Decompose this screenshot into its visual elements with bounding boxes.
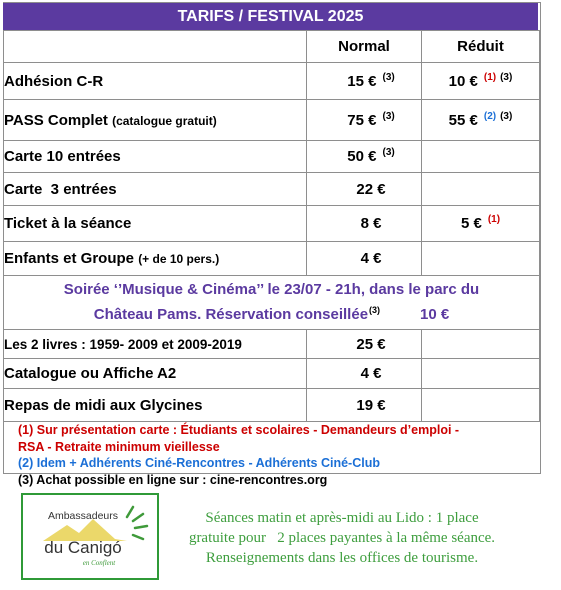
- soiree-line1: Soirée ‘’Musique & Cinéma’’ le 23/07 - 21h, dans le parc du: [63, 280, 480, 298]
- normal-price: 25 €: [307, 330, 422, 359]
- column-header-reduit: Réduit: [422, 31, 540, 63]
- row-label: Adhésion C-R: [4, 63, 307, 100]
- row-label: Carte 10 entrées: [4, 141, 307, 173]
- table-row: [4, 359, 540, 389]
- note-2: (2) Idem + Adhérents Ciné-Rencontres - Adhérents Ciné-Club: [18, 456, 380, 470]
- table-row: [4, 100, 540, 141]
- normal-price: 22 €: [307, 173, 422, 206]
- reduit-price: [422, 173, 540, 206]
- info-line2: gratuite pour 2 places payantes à la même séance.: [188, 530, 496, 546]
- price-table: [3, 30, 540, 422]
- sun-rays-icon: [127, 507, 147, 539]
- reduit-price: [422, 359, 540, 389]
- page-title: TARIFS / FESTIVAL 2025: [3, 3, 538, 30]
- row-label: Ticket à la séance: [4, 206, 307, 242]
- soiree-price: 10 €: [420, 305, 450, 323]
- reduit-price: 5 € $^{(1)}$: [422, 206, 540, 242]
- reduit-price: [422, 330, 540, 359]
- logo-text-line1: Ambassadeurs: [47, 510, 119, 522]
- row-label: PASS Complet (catalogue gratuit): [4, 100, 307, 141]
- header-empty-cell: [4, 31, 307, 63]
- row-label: Catalogue ou Affiche A2: [4, 359, 307, 389]
- footnotes: [18, 422, 459, 488]
- normal-price: 4 €: [307, 242, 422, 276]
- table-header-row: [4, 31, 540, 63]
- info-line1: Séances matin et après-midi au Lido : 1 place: [205, 510, 479, 526]
- normal-price: 8 €: [307, 206, 422, 242]
- normal-price: 4 €: [307, 359, 422, 389]
- reduit-price: [422, 389, 540, 422]
- soiree-line2: Château Pams. Réservation conseillée$^{(3)}$ 10 €: [93, 304, 450, 323]
- reduit-price: [422, 242, 540, 276]
- row-label: Repas de midi aux Glycines: [4, 389, 307, 422]
- table-row: [4, 206, 540, 242]
- note-1-line1: (1) Sur présentation carte : Étudiants et scolaires - Demandeurs d’emploi -: [18, 423, 460, 437]
- ambassadeurs-logo-graphic: [23, 495, 157, 578]
- table-row: [4, 173, 540, 206]
- soiree-cell: [4, 276, 540, 330]
- logo-text-line2: du Canigó: [44, 538, 122, 557]
- table-row: [4, 330, 540, 359]
- table-row: [4, 242, 540, 276]
- soiree-row: [4, 276, 540, 330]
- reduit-price: [422, 141, 540, 173]
- note-1-line2: RSA - Retraite minimum vieillesse: [18, 439, 220, 454]
- normal-price: 75 € $^{(3)}$: [307, 100, 422, 141]
- note-3: (3) Achat possible en ligne sur : cine-rencontres.org: [18, 472, 328, 487]
- logo-text-line3: en Conflent: [82, 559, 116, 567]
- normal-price: 15 € $^{(3)}$: [307, 63, 422, 100]
- table-row: [4, 389, 540, 422]
- row-label: Les 2 livres : 1959- 2009 et 2009-2019: [4, 330, 307, 359]
- row-label: Enfants et Groupe (+ de 10 pers.): [4, 242, 307, 276]
- normal-price: 50 € $^{(3)}$: [307, 141, 422, 173]
- table-row: [4, 141, 540, 173]
- normal-price: 19 €: [307, 389, 422, 422]
- reduit-price: 10 € $^{(1)}$ $^{(3)}$: [422, 63, 540, 100]
- ambassadeurs-logo: [21, 493, 159, 580]
- column-header-normal: Normal: [307, 31, 422, 63]
- row-label: Carte 3 entrées: [4, 173, 307, 206]
- info-line3: Renseignements dans les offices de tourisme.: [205, 550, 479, 566]
- info-text: [160, 508, 524, 568]
- reduit-price: 55 € $^{(2)}$ $^{(3)}$: [422, 100, 540, 141]
- table-row: [4, 63, 540, 100]
